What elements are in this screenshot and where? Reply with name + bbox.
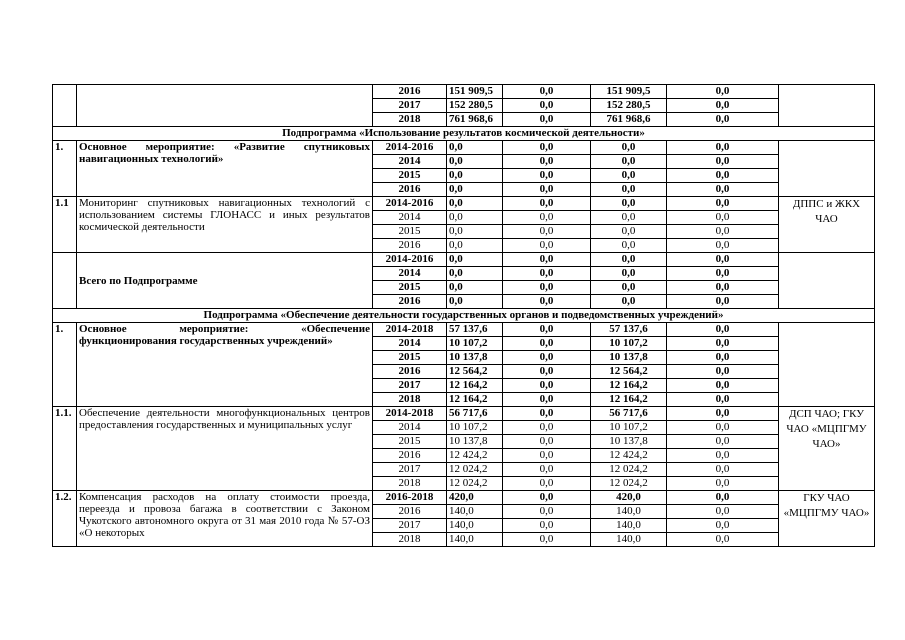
table-row xyxy=(53,407,875,421)
other-cell: 0,0 xyxy=(667,141,779,155)
total-cell: 12 564,2 xyxy=(447,365,503,379)
federal-cell: 0,0 xyxy=(503,435,591,449)
period-cell: 2014-2018 xyxy=(373,323,447,337)
okrug-cell: 0,0 xyxy=(591,225,667,239)
okrug-cell: 10 107,2 xyxy=(591,421,667,435)
other-cell: 0,0 xyxy=(667,533,779,547)
federal-cell: 0,0 xyxy=(503,337,591,351)
other-cell: 0,0 xyxy=(667,379,779,393)
item-number xyxy=(53,253,77,309)
period-cell: 2015 xyxy=(373,281,447,295)
period-cell: 2015 xyxy=(373,169,447,183)
okrug-cell: 152 280,5 xyxy=(591,99,667,113)
okrug-cell: 12 564,2 xyxy=(591,365,667,379)
other-cell: 0,0 xyxy=(667,85,779,99)
other-cell: 0,0 xyxy=(667,351,779,365)
period-cell: 2015 xyxy=(373,435,447,449)
other-cell: 0,0 xyxy=(667,169,779,183)
total-cell: 0,0 xyxy=(447,267,503,281)
period-cell: 2018 xyxy=(373,477,447,491)
total-cell: 56 717,6 xyxy=(447,407,503,421)
period-cell: 2016 xyxy=(373,239,447,253)
okrug-cell: 0,0 xyxy=(591,197,667,211)
period-cell: 2018 xyxy=(373,393,447,407)
responsible-cell: ГКУ ЧАО «МЦПГМУ ЧАО» xyxy=(779,491,875,547)
total-cell: 10 137,8 xyxy=(447,435,503,449)
responsible-cell xyxy=(779,323,875,407)
total-cell: 0,0 xyxy=(447,225,503,239)
okrug-cell: 56 717,6 xyxy=(591,407,667,421)
okrug-cell: 0,0 xyxy=(591,155,667,169)
subprogram-title: Подпрограмма «Использование результатов космической деятельности» xyxy=(53,127,875,141)
period-cell: 2016 xyxy=(373,183,447,197)
okrug-cell: 10 107,2 xyxy=(591,337,667,351)
total-cell: 152 280,5 xyxy=(447,99,503,113)
okrug-cell: 57 137,6 xyxy=(591,323,667,337)
total-cell: 12 024,2 xyxy=(447,477,503,491)
okrug-cell: 0,0 xyxy=(591,267,667,281)
period-cell: 2016 xyxy=(373,365,447,379)
total-cell: 12 024,2 xyxy=(447,463,503,477)
okrug-cell: 10 137,8 xyxy=(591,435,667,449)
period-cell: 2014 xyxy=(373,267,447,281)
period-cell: 2018 xyxy=(373,533,447,547)
total-cell: 0,0 xyxy=(447,141,503,155)
other-cell: 0,0 xyxy=(667,393,779,407)
responsible-cell: ДППС и ЖКХ ЧАО xyxy=(779,197,875,253)
item-number: 1.2. xyxy=(53,491,77,547)
federal-cell: 0,0 xyxy=(503,533,591,547)
okrug-cell: 12 424,2 xyxy=(591,449,667,463)
okrug-cell: 12 164,2 xyxy=(591,393,667,407)
total-cell: 0,0 xyxy=(447,281,503,295)
federal-cell: 0,0 xyxy=(503,463,591,477)
period-cell: 2014 xyxy=(373,211,447,225)
other-cell: 0,0 xyxy=(667,337,779,351)
item-name: Компенсация расходов на оплату стоимости проезда, переезда и провоза багажа в соответствии с Законом Чукотского автономного округа от 31 мая 2010 года № 57-ОЗ «О некоторых xyxy=(77,491,373,547)
period-cell: 2015 xyxy=(373,351,447,365)
other-cell: 0,0 xyxy=(667,225,779,239)
federal-cell: 0,0 xyxy=(503,323,591,337)
period-cell: 2014-2016 xyxy=(373,197,447,211)
period-cell: 2014 xyxy=(373,155,447,169)
total-cell: 0,0 xyxy=(447,183,503,197)
other-cell: 0,0 xyxy=(667,253,779,267)
okrug-cell: 0,0 xyxy=(591,253,667,267)
federal-cell: 0,0 xyxy=(503,393,591,407)
subprogram-row xyxy=(53,309,875,323)
okrug-cell: 140,0 xyxy=(591,519,667,533)
federal-cell: 0,0 xyxy=(503,519,591,533)
federal-cell: 0,0 xyxy=(503,477,591,491)
federal-cell: 0,0 xyxy=(503,407,591,421)
other-cell: 0,0 xyxy=(667,267,779,281)
okrug-cell: 0,0 xyxy=(591,211,667,225)
okrug-cell: 140,0 xyxy=(591,505,667,519)
other-cell: 0,0 xyxy=(667,295,779,309)
federal-cell: 0,0 xyxy=(503,169,591,183)
okrug-cell: 0,0 xyxy=(591,281,667,295)
total-cell: 10 107,2 xyxy=(447,337,503,351)
other-cell: 0,0 xyxy=(667,407,779,421)
total-cell: 0,0 xyxy=(447,211,503,225)
total-cell: 0,0 xyxy=(447,169,503,183)
other-cell: 0,0 xyxy=(667,239,779,253)
total-cell: 0,0 xyxy=(447,253,503,267)
total-cell: 0,0 xyxy=(447,155,503,169)
total-cell: 57 137,6 xyxy=(447,323,503,337)
okrug-cell: 0,0 xyxy=(591,169,667,183)
federal-cell: 0,0 xyxy=(503,421,591,435)
federal-cell: 0,0 xyxy=(503,295,591,309)
okrug-cell: 10 137,8 xyxy=(591,351,667,365)
period-cell: 2015 xyxy=(373,225,447,239)
table-row xyxy=(53,141,875,155)
period-cell: 2016 xyxy=(373,505,447,519)
table-row xyxy=(53,323,875,337)
total-cell: 140,0 xyxy=(447,519,503,533)
subprogram-title: Подпрограмма «Обеспечение деятельности государственных органов и подведомственных учреждений» xyxy=(53,309,875,323)
item-name xyxy=(77,85,373,127)
total-cell: 10 107,2 xyxy=(447,421,503,435)
okrug-cell: 761 968,6 xyxy=(591,113,667,127)
total-cell: 12 164,2 xyxy=(447,393,503,407)
period-cell: 2016 xyxy=(373,295,447,309)
item-name: Всего по Подпрограмме xyxy=(77,253,373,309)
period-cell: 2014 xyxy=(373,421,447,435)
okrug-cell: 12 164,2 xyxy=(591,379,667,393)
period-cell: 2017 xyxy=(373,379,447,393)
item-number: 1.1 xyxy=(53,197,77,253)
federal-cell: 0,0 xyxy=(503,141,591,155)
table-row xyxy=(53,491,875,505)
federal-cell: 0,0 xyxy=(503,505,591,519)
subprogram-row xyxy=(53,127,875,141)
total-cell: 420,0 xyxy=(447,491,503,505)
period-cell: 2016-2018 xyxy=(373,491,447,505)
okrug-cell: 0,0 xyxy=(591,183,667,197)
responsible-cell xyxy=(779,141,875,197)
other-cell: 0,0 xyxy=(667,477,779,491)
responsible-cell: ДСП ЧАО; ГКУ ЧАО «МЦПГМУ ЧАО» xyxy=(779,407,875,491)
item-name: Обеспечение деятельности многофункциональных центров предоставления государственных и муниципальных услуг xyxy=(77,407,373,491)
total-cell: 140,0 xyxy=(447,505,503,519)
item-number: 1. xyxy=(53,141,77,197)
federal-cell: 0,0 xyxy=(503,113,591,127)
total-cell: 0,0 xyxy=(447,197,503,211)
other-cell: 0,0 xyxy=(667,449,779,463)
other-cell: 0,0 xyxy=(667,505,779,519)
okrug-cell: 0,0 xyxy=(591,295,667,309)
other-cell: 0,0 xyxy=(667,435,779,449)
table-row xyxy=(53,197,875,211)
item-number xyxy=(53,85,77,127)
period-cell: 2016 xyxy=(373,85,447,99)
other-cell: 0,0 xyxy=(667,421,779,435)
other-cell: 0,0 xyxy=(667,113,779,127)
total-cell: 0,0 xyxy=(447,239,503,253)
federal-cell: 0,0 xyxy=(503,491,591,505)
period-cell: 2014-2018 xyxy=(373,407,447,421)
other-cell: 0,0 xyxy=(667,463,779,477)
period-cell: 2017 xyxy=(373,519,447,533)
federal-cell: 0,0 xyxy=(503,449,591,463)
total-cell: 10 137,8 xyxy=(447,351,503,365)
other-cell: 0,0 xyxy=(667,99,779,113)
federal-cell: 0,0 xyxy=(503,225,591,239)
period-cell: 2017 xyxy=(373,99,447,113)
other-cell: 0,0 xyxy=(667,281,779,295)
other-cell: 0,0 xyxy=(667,491,779,505)
item-number: 1. xyxy=(53,323,77,407)
okrug-cell: 0,0 xyxy=(591,141,667,155)
federal-cell: 0,0 xyxy=(503,281,591,295)
total-cell: 761 968,6 xyxy=(447,113,503,127)
federal-cell: 0,0 xyxy=(503,267,591,281)
federal-cell: 0,0 xyxy=(503,211,591,225)
budget-table xyxy=(52,84,875,547)
other-cell: 0,0 xyxy=(667,155,779,169)
item-name: Основное мероприятие: «Обеспечение функционирования государственных учреждений» xyxy=(77,323,373,407)
federal-cell: 0,0 xyxy=(503,239,591,253)
period-cell: 2018 xyxy=(373,113,447,127)
federal-cell: 0,0 xyxy=(503,85,591,99)
table-row xyxy=(53,253,875,267)
total-cell: 140,0 xyxy=(447,533,503,547)
period-cell: 2017 xyxy=(373,463,447,477)
federal-cell: 0,0 xyxy=(503,155,591,169)
table-row xyxy=(53,85,875,99)
period-cell: 2014 xyxy=(373,337,447,351)
okrug-cell: 0,0 xyxy=(591,239,667,253)
other-cell: 0,0 xyxy=(667,197,779,211)
okrug-cell: 12 024,2 xyxy=(591,477,667,491)
federal-cell: 0,0 xyxy=(503,365,591,379)
other-cell: 0,0 xyxy=(667,519,779,533)
federal-cell: 0,0 xyxy=(503,99,591,113)
item-name: Основное мероприятие: «Развитие спутниковых навигационных технологий» xyxy=(77,141,373,197)
period-cell: 2016 xyxy=(373,449,447,463)
responsible-cell xyxy=(779,253,875,309)
okrug-cell: 12 024,2 xyxy=(591,463,667,477)
total-cell: 0,0 xyxy=(447,295,503,309)
item-number: 1.1. xyxy=(53,407,77,491)
other-cell: 0,0 xyxy=(667,183,779,197)
responsible-cell xyxy=(779,85,875,127)
other-cell: 0,0 xyxy=(667,365,779,379)
okrug-cell: 420,0 xyxy=(591,491,667,505)
okrug-cell: 151 909,5 xyxy=(591,85,667,99)
total-cell: 151 909,5 xyxy=(447,85,503,99)
period-cell: 2014-2016 xyxy=(373,253,447,267)
other-cell: 0,0 xyxy=(667,323,779,337)
other-cell: 0,0 xyxy=(667,211,779,225)
federal-cell: 0,0 xyxy=(503,379,591,393)
total-cell: 12 164,2 xyxy=(447,379,503,393)
item-name: Мониторинг спутниковых навигационных технологий с использованием системы ГЛОНАСС и иных результатов космической деятельности xyxy=(77,197,373,253)
okrug-cell: 140,0 xyxy=(591,533,667,547)
federal-cell: 0,0 xyxy=(503,183,591,197)
federal-cell: 0,0 xyxy=(503,351,591,365)
total-cell: 12 424,2 xyxy=(447,449,503,463)
period-cell: 2014-2016 xyxy=(373,141,447,155)
federal-cell: 0,0 xyxy=(503,253,591,267)
federal-cell: 0,0 xyxy=(503,197,591,211)
